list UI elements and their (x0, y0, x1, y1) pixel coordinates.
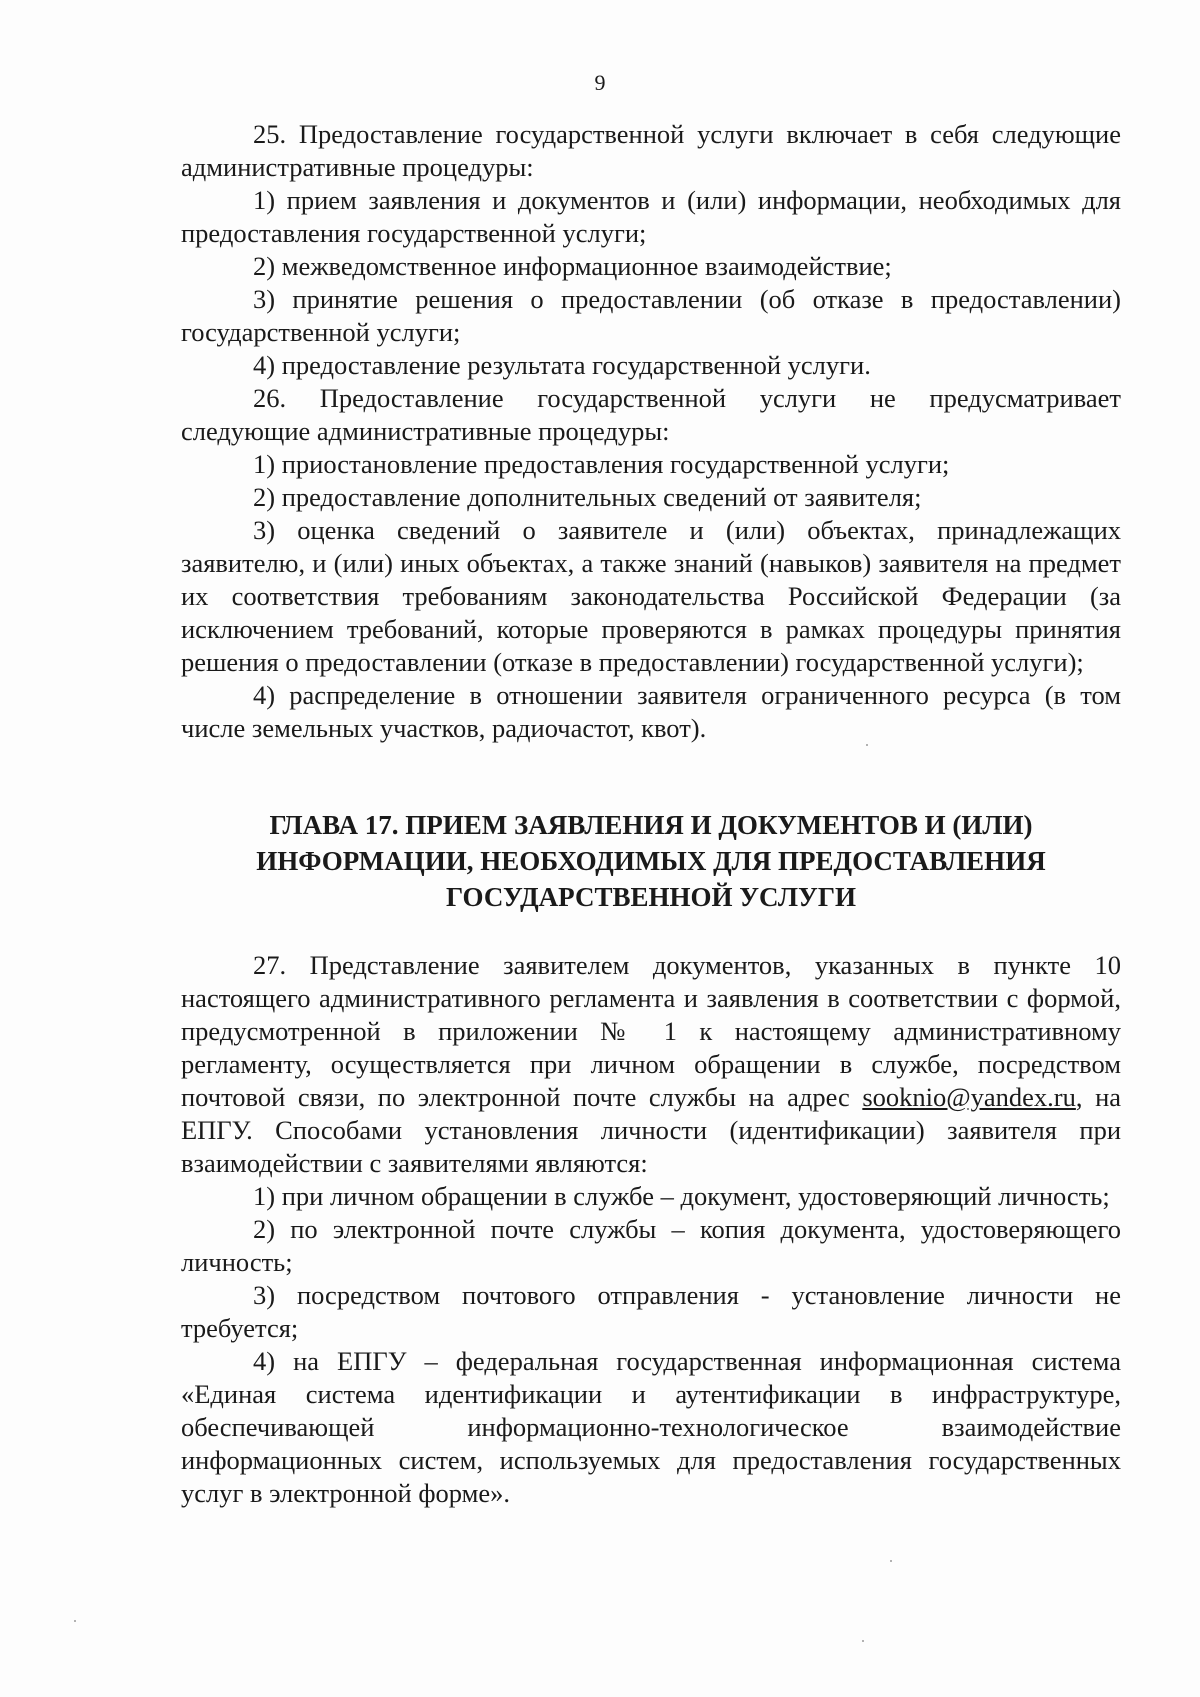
scan-speck (862, 1640, 864, 1642)
section-27-item: 2) по электронной почте службы – копия документа, удостоверяющего личность; (181, 1214, 1121, 1277)
section-25-item: 3) принятие решения о предоставлении (об отказе в предоставлении) государственной услуги; (181, 284, 1121, 347)
section-27-item: 3) посредством почтового отправления - установление личности не требуется; (181, 1280, 1121, 1343)
section-25-item: 2) межведомственное информационное взаимодействие; (253, 251, 892, 281)
section-27-intro-text-cont: , на ЕПГУ. Способами установления личности (идентификации) заявителя при взаимодействии с заявителями являются: (181, 1082, 1122, 1178)
scan-speck (866, 744, 868, 746)
scan-speck (890, 1560, 892, 1562)
section-25-intro: 25. Предоставление государственной услуги включает в себя следующие административные процедуры: (181, 119, 1121, 182)
section-27-intro (181, 949, 1121, 1180)
section-26-item: 3) оценка сведений о заявителе и (или) объектах, принадлежащих заявителю, и (или) иных объектах, а также знаний (навыков) заявителя на предмет их соответствия требованиям законодательства Российской Федерации (за исключением требований, которые проверяются в рамках процедуры принятия решения о предоставлении (отказе в предоставлении) государственной услуги); (181, 515, 1121, 677)
section-27-intro-text: 27. Представление заявителем документов, указанных в пункте 10 настоящего административного регламента и заявления в соответствии с формой, предусмотренной в приложении № 1 к настоящему административному регламенту, осуществляется при личном обращении в службе, посредством почтовой связи, по электронной почте службы на адрес (181, 950, 1121, 1112)
page-number: 9 (594, 70, 606, 95)
section-26-intro: 26. Предоставление государственной услуги не предусматривает следующие административные процедуры: (181, 383, 1121, 446)
document-body (181, 118, 1121, 1510)
chapter-17-heading: ГЛАВА 17. ПРИЕМ ЗАЯВЛЕНИЯ И ДОКУМЕНТОВ И (ИЛИ) ИНФОРМАЦИИ, НЕОБХОДИМЫХ ДЛЯ ПРЕДОСТАВЛЕНИЯ ГОСУДАРСТВЕННОЙ УСЛУГИ (256, 810, 1046, 912)
section-25-item: 1) прием заявления и документов и (или) информации, необходимых для предоставления государственной услуги; (181, 185, 1121, 248)
section-27-item: 4) на ЕПГУ – федеральная государственная информационная система «Единая система идентификации и аутентификации в инфраструктуре, обеспечивающей информационно-технологическое взаимодействие информационных систем, используемых для предоставления государственных услуг в электронной форме». (181, 1346, 1121, 1508)
section-25-item: 4) предоставление результата государственной услуги. (253, 350, 871, 380)
section-26-item: 2) предоставление дополнительных сведений от заявителя; (253, 482, 922, 512)
scan-speck (74, 1620, 76, 1622)
section-26-item: 4) распределение в отношении заявителя ограниченного ресурса (в том числе земельных участков, радиочастот, квот). (181, 680, 1121, 743)
email-link[interactable]: sooknio@yandex.ru (862, 1082, 1076, 1112)
section-26-item: 1) приостановление предоставления государственной услуги; (253, 449, 950, 479)
section-27-item: 1) при личном обращении в службе – документ, удостоверяющий личность; (253, 1181, 1110, 1211)
